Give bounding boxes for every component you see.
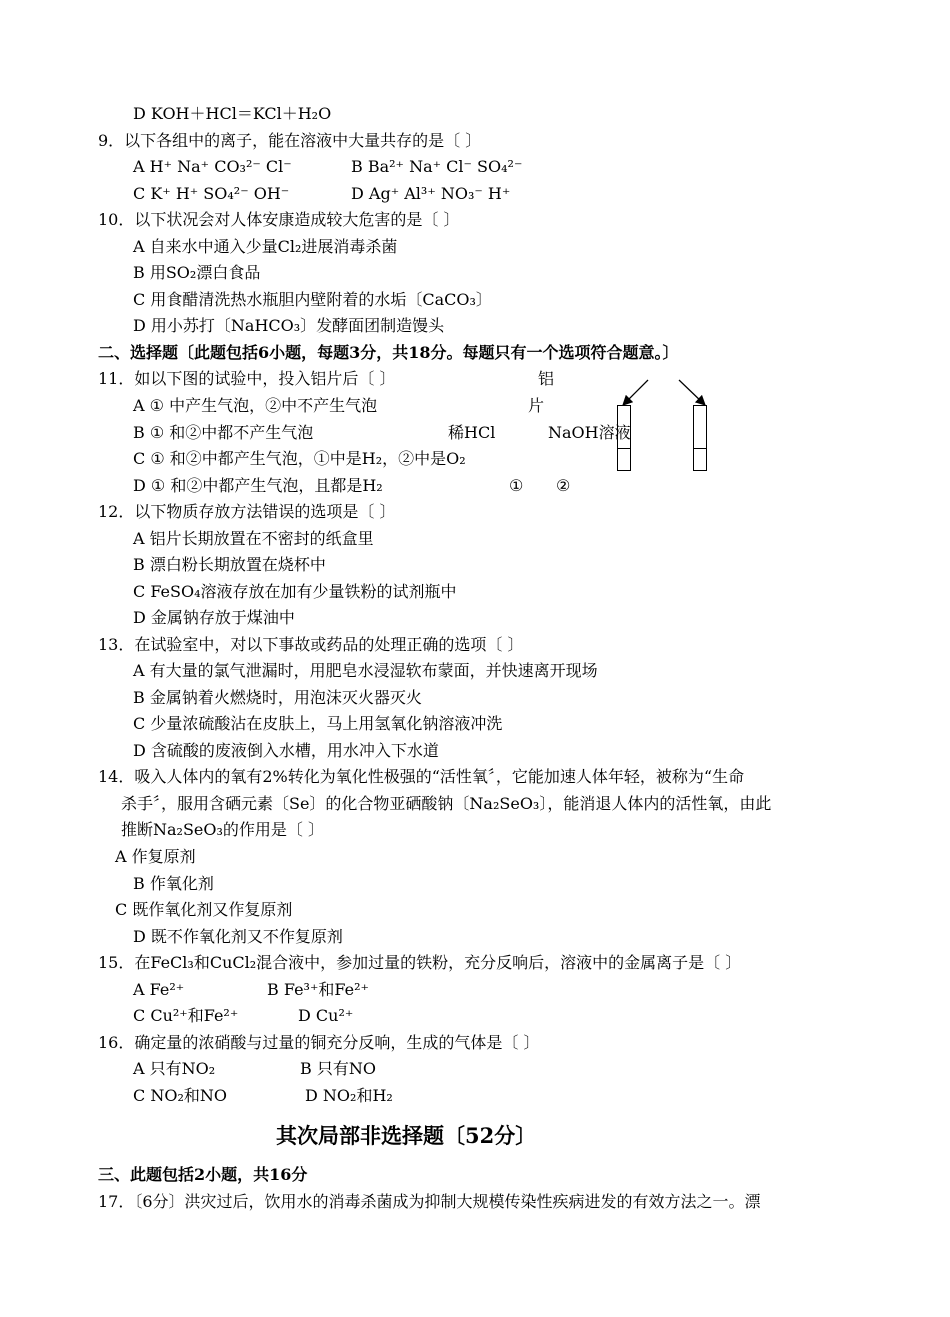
- tube-2-liquid: [694, 448, 706, 449]
- q12-option-b: B 漂白粉长期放置在烧杯中: [133, 555, 326, 574]
- q10-option-a: A 自来水中通入少量Cl₂进展消毒杀菌: [133, 237, 398, 256]
- figure-label-aluminium-1: 铝: [538, 369, 555, 388]
- q14-option-b: B 作氧化剂: [133, 874, 214, 893]
- q14-option-c: C 既作氧化剂又作复原剂: [115, 900, 293, 919]
- q11-option-b: B ① 和②中都不产生气泡: [133, 423, 314, 442]
- q12-option-a: A 铝片长期放置在不密封的纸盒里: [133, 529, 374, 548]
- arrow-to-tube-1: [624, 380, 648, 404]
- option-d-line: D KOH＋HCl＝KCl＋H₂O: [133, 104, 332, 123]
- q10-option-d: D 用小苏打〔NaHCO₃〕发酵面团制造馒头: [133, 316, 445, 335]
- figure-label-tube-1: ①: [509, 476, 524, 495]
- tube-1-liquid: [618, 448, 630, 449]
- section-2-heading: 二、选择题〔此题包括6小题，每题3分，共18分。每题只有一个选项符合题意。〕: [98, 343, 679, 362]
- q10-option-c: C 用食醋清洗热水瓶胆内壁附着的水垢〔CaCO₃〕: [133, 290, 492, 309]
- arrow-to-tube-2: [679, 380, 704, 404]
- question-15: 15．在FeCl₃和CuCl₂混合液中，参加过量的铁粉，充分反响后，溶液中的金属离子是〔 〕: [98, 953, 742, 972]
- figure-label-tube-2: ②: [556, 476, 571, 495]
- q16-option-c: C NO₂和NO: [133, 1086, 227, 1105]
- q14-option-d: D 既不作氧化剂又不作复原剂: [133, 927, 343, 946]
- q10-option-b: B 用SO₂漂白食品: [133, 263, 261, 282]
- q13-option-d: D 含硫酸的废液倒入水槽，用水冲入下水道: [133, 741, 439, 760]
- q15-option-a: A Fe²⁺: [133, 980, 185, 999]
- q9-option-c: C K⁺ H⁺ SO₄²⁻ OH⁻: [133, 184, 290, 203]
- q11-option-c: C ① 和②中都产生气泡，①中是H₂，②中是O₂: [133, 449, 466, 468]
- q9-option-d: D Ag⁺ Al³⁺ NO₃⁻ H⁺: [351, 184, 511, 203]
- question-14-line-3: 推断Na₂SeO₃的作用是〔 〕: [121, 820, 325, 839]
- q13-option-c: C 少量浓硫酸沾在皮肤上，马上用氢氧化钠溶液冲洗: [133, 714, 503, 733]
- test-tube-1: [617, 405, 631, 471]
- figure-label-naoh: NaOH溶液: [548, 423, 631, 442]
- q9-option-b: B Ba²⁺ Na⁺ Cl⁻ SO₄²⁻: [351, 157, 523, 176]
- q14-option-a: A 作复原剂: [115, 847, 196, 866]
- part-2-title: 其次局部非选择题〔52分〕: [276, 1123, 537, 1148]
- figure-label-hcl: 稀HCl: [448, 423, 496, 442]
- q9-option-a: A H⁺ Na⁺ CO₃²⁻ Cl⁻: [133, 157, 292, 176]
- test-tube-2: [693, 405, 707, 471]
- q15-option-b: B Fe³⁺和Fe²⁺: [267, 980, 369, 999]
- q16-option-d: D NO₂和H₂: [305, 1086, 393, 1105]
- question-13: 13．在试验室中，对以下事故或药品的处理正确的选项〔 〕: [98, 635, 524, 654]
- question-12: 12．以下物质存放方法错误的选项是〔 〕: [98, 502, 396, 521]
- section-3-heading: 三、此题包括2小题，共16分: [98, 1165, 308, 1184]
- figure-label-aluminium-2: 片: [528, 396, 545, 415]
- q15-option-d: D Cu²⁺: [298, 1006, 354, 1025]
- q11-option-d: D ① 和②中都产生气泡，且都是H₂: [133, 476, 383, 495]
- q13-option-b: B 金属钠着火燃烧时，用泡沫灭火器灭火: [133, 688, 422, 707]
- question-11: 11．如以下图的试验中，投入铝片后〔 〕: [98, 369, 396, 388]
- q12-option-c: C FeSO₄溶液存放在加有少量铁粉的试剂瓶中: [133, 582, 457, 601]
- q12-option-d: D 金属钠存放于煤油中: [133, 608, 295, 627]
- question-10: 10．以下状况会对人体安康造成较大危害的是〔 〕: [98, 210, 460, 229]
- question-17: 17．〔6分〕洪灾过后，饮用水的消毒杀菌成为抑制大规模传染性疾病进发的有效方法之一。漂: [98, 1192, 761, 1211]
- question-14-line-1: 14．吸入人体内的氧有2%转化为氧化性极强的“活性氧〞，它能加速人体年轻，被称为“生命: [98, 767, 745, 786]
- question-16: 16．确定量的浓硝酸与过量的铜充分反响，生成的气体是〔 〕: [98, 1033, 540, 1052]
- q11-option-a: A ① 中产生气泡，②中不产生气泡: [133, 396, 378, 415]
- q15-option-c: C Cu²⁺和Fe²⁺: [133, 1006, 239, 1025]
- q16-option-a: A 只有NO₂: [133, 1059, 216, 1078]
- question-9: 9．以下各组中的离子，能在溶液中大量共存的是〔 〕: [98, 131, 482, 150]
- q13-option-a: A 有大量的氯气泄漏时，用肥皂水浸湿软布蒙面，并快速离开现场: [133, 661, 598, 680]
- q16-option-b: B 只有NO: [300, 1059, 376, 1078]
- question-14-line-2: 杀手〞，服用含硒元素〔Se〕的化合物亚硒酸钠〔Na₂SeO₃〕，能消退人体内的活性氧，由此: [121, 794, 772, 813]
